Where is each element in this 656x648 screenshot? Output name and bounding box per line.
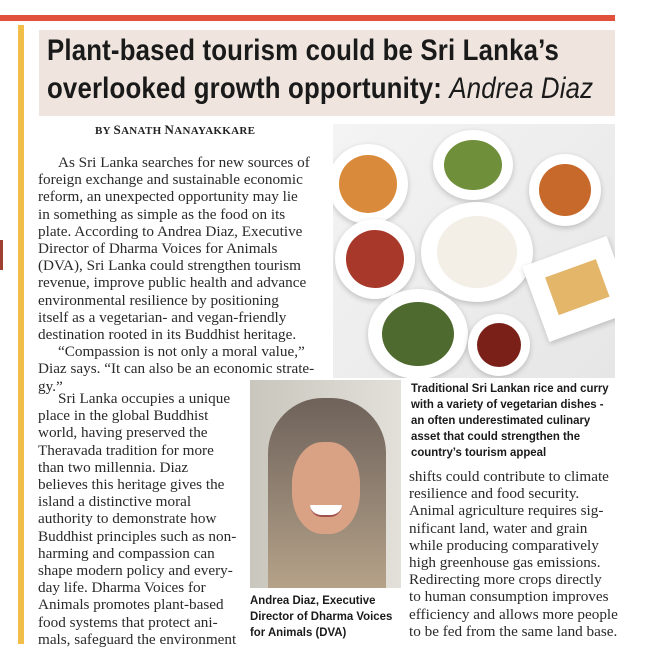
dish xyxy=(433,130,513,200)
text-line: authority to demonstrate how xyxy=(38,510,217,528)
text-line: day life. Dharma Voices for xyxy=(38,579,206,597)
text-line: Diaz says. “It can also be an economic strate- xyxy=(38,360,315,378)
text-line: itself as a vegetarian- and vegan-friendly xyxy=(38,308,287,326)
text-line: destination rooted in its Buddhist heritage. xyxy=(38,326,297,344)
dish xyxy=(333,144,408,224)
text-line: Animals promotes plant-based xyxy=(38,596,224,614)
text-line: harming and compassion can xyxy=(38,544,215,562)
text-line: high greenhouse gas emissions. xyxy=(409,554,601,572)
top-rule xyxy=(0,15,615,21)
text-line: Theravada tradition for more xyxy=(38,441,214,459)
dessert-plate xyxy=(522,236,615,342)
text-line: to human consumption improves xyxy=(409,588,609,606)
text-line: country’s tourism appeal xyxy=(411,445,547,459)
text-line: mals, safeguard the environment xyxy=(38,630,237,648)
article-column-1 xyxy=(38,154,315,395)
portrait-caption xyxy=(250,592,392,640)
text-line: Director of Dharma Voices xyxy=(250,609,393,623)
dish xyxy=(368,289,468,378)
headline-text: overlooked growth opportunity: xyxy=(47,72,443,105)
text-line: for Animals (DVA) xyxy=(250,625,347,639)
rice-dish xyxy=(421,202,533,302)
text-line: Andrea Diaz, Executive xyxy=(250,593,376,607)
headline-line-1: Plant-based tourism could be Sri Lanka’s xyxy=(47,34,560,67)
text-line: “Compassion is not only a moral value,” xyxy=(58,343,305,361)
text-line: asset that could strengthen the xyxy=(411,429,581,443)
text-line: efficiency and allows more people xyxy=(409,605,618,623)
text-line: Redirecting more crops directly xyxy=(409,571,602,589)
text-line: Animal agriculture requires sig- xyxy=(409,502,604,520)
byline-part: N xyxy=(164,122,175,137)
byline xyxy=(95,122,255,138)
byline-part: S xyxy=(113,122,122,137)
page-edge-mark xyxy=(0,240,3,270)
article-column-2 xyxy=(38,390,243,648)
text-line: plate. According to Andrea Diaz, Executive xyxy=(38,222,303,240)
text-line: an often underestimated culinary xyxy=(411,413,591,427)
text-line: foreign exchange and sustainable economic xyxy=(38,171,303,189)
byline-part: ANATH xyxy=(121,125,165,137)
dish xyxy=(468,314,530,376)
side-rule xyxy=(18,25,24,644)
text-line: place in the global Buddhist xyxy=(38,407,209,425)
text-line: shape modern policy and every- xyxy=(38,562,233,580)
text-line: with a variety of vegetarian dishes - xyxy=(411,397,604,411)
text-line: in something as simple as the food on its xyxy=(38,205,286,223)
text-line: Director of Dharma Voices for Animals xyxy=(38,240,278,258)
food-photo xyxy=(333,124,615,378)
text-line: than two millennia. Diaz xyxy=(38,458,189,476)
text-line: reform, an unexpected opportunity may lie xyxy=(38,188,298,206)
headline xyxy=(47,32,594,108)
text-line: Buddhist principles such as non- xyxy=(38,527,237,545)
headline-line-2 xyxy=(47,70,594,108)
text-line: As Sri Lanka searches for new sources of xyxy=(58,154,310,171)
text-line: (DVA), Sri Lanka could strengthen tourism xyxy=(38,257,301,275)
text-line: gy.” xyxy=(38,377,63,395)
text-line: Traditional Sri Lankan rice and curry xyxy=(411,381,609,395)
text-line: nificant land, water and grain xyxy=(409,519,588,537)
article-column-3 xyxy=(409,468,618,640)
text-line: island a distinctive moral xyxy=(38,493,192,511)
food-photo-caption xyxy=(411,380,609,460)
text-line: Sri Lanka occupies a unique xyxy=(58,390,231,407)
text-line: environmental resilience by positioning xyxy=(38,291,279,309)
text-line: believes this heritage gives the xyxy=(38,476,225,494)
dish xyxy=(335,219,415,299)
text-line: food systems that protect ani- xyxy=(38,613,218,631)
text-line: resilience and food security. xyxy=(409,485,580,503)
headline-author: Andrea Diaz xyxy=(449,72,594,105)
text-line: to be fed from the same land base. xyxy=(409,622,618,640)
text-line: world, having preserved the xyxy=(38,424,208,442)
text-line: shifts could contribute to climate xyxy=(409,468,609,485)
portrait-face xyxy=(292,442,360,534)
dish xyxy=(529,154,601,226)
portrait-photo xyxy=(250,380,401,588)
byline-by: BY xyxy=(95,125,114,137)
text-line: while producing comparatively xyxy=(409,536,599,554)
byline-part: ANAYAKKARE xyxy=(174,125,256,137)
text-line: revenue, improve public health and advance xyxy=(38,274,307,292)
